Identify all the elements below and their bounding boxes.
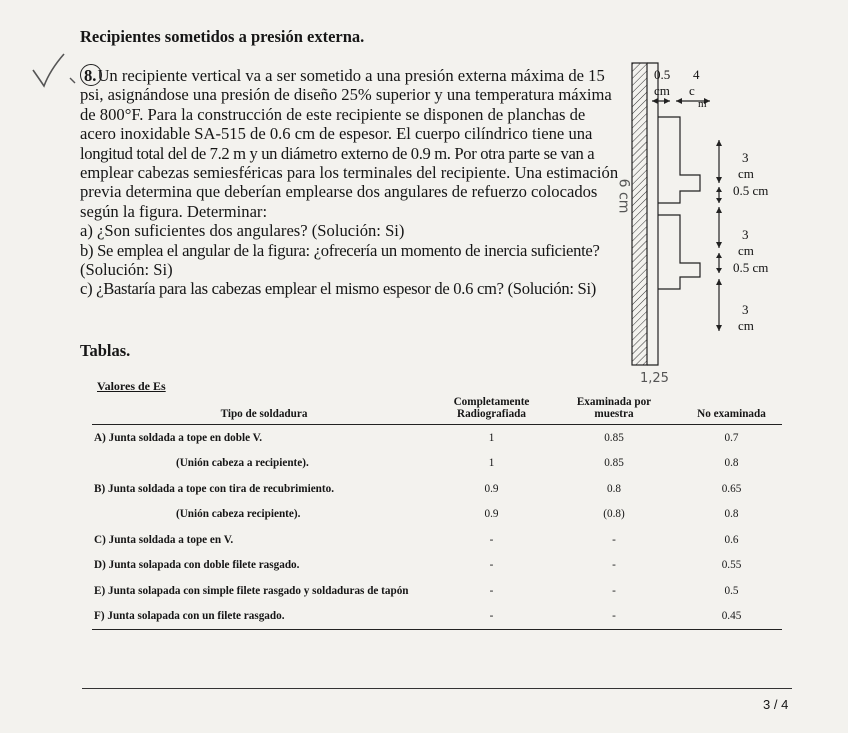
handwritten-side-note: 6 cm — [615, 178, 632, 214]
table-header-row — [92, 394, 782, 425]
weld-type: A) Junta soldada a tope en doble V. — [94, 431, 263, 444]
dimension-arrows-top — [640, 93, 720, 113]
value-spot: (0.8) — [603, 508, 625, 521]
dim-thickness-unit: cm — [654, 83, 670, 98]
weld-type: E) Junta solapada con simple filete rasgado y soldaduras de tapón — [94, 584, 409, 597]
value-radiographed: 0.9 — [484, 482, 499, 495]
section-title: Recipientes sometidos a presión externa. — [80, 27, 365, 46]
value-not-examined: 0.45 — [681, 604, 782, 630]
problem-line-5: longitud total del de 7.2 m y un diámetro externo de 0.9 m. Por otra parte se van a — [80, 143, 595, 163]
problem-number: 8. — [84, 66, 97, 85]
value-not-examined: 0.5 — [724, 584, 739, 597]
dim-thickness-value: 0.5 — [654, 67, 671, 82]
dim-flange-2: 0.5 cm — [733, 260, 769, 275]
problem-line-3: de 800°F. Para la construcción de este recipiente se disponen de planchas de — [80, 104, 586, 124]
value-not-examined: 0.55 — [721, 559, 742, 572]
value-spot: 0.8 — [607, 482, 621, 495]
table-row — [92, 527, 782, 553]
value-not-examined: 0.65 — [721, 482, 742, 495]
handwritten-bottom-note: 1,25 — [640, 371, 669, 386]
weld-type: B) Junta soldada a tope con tira de recubrimiento. — [94, 482, 335, 495]
problem-line-6: emplear cabezas semiesféricas para los terminales del recipiente. Una estimación — [80, 163, 619, 183]
value-not-examined: 0.6 — [724, 533, 739, 546]
table-row — [92, 502, 782, 528]
lower-angle — [658, 215, 700, 289]
problem-line-4: acero inoxidable SA-515 de 0.6 cm de espesor. El cuerpo cilíndrico tiene una — [80, 124, 593, 144]
table-row — [92, 451, 782, 477]
dim-gap-2-value: 3 — [742, 227, 749, 242]
value-radiographed: - — [489, 559, 494, 572]
value-spot: - — [612, 559, 616, 572]
weld-type: (Unión cabeza a recipiente). — [176, 457, 309, 470]
dim-gap-2-unit: cm — [738, 243, 754, 258]
problem-line-8: según la figura. Determinar: — [80, 201, 268, 221]
value-radiographed: - — [436, 604, 547, 630]
dim-flange-1: 0.5 cm — [733, 183, 769, 198]
header-not-examined: No examinada — [681, 394, 782, 425]
table-row — [92, 578, 782, 604]
value-not-examined: 0.8 — [724, 508, 739, 521]
dim-gap-1-value: 3 — [742, 150, 749, 165]
problem-statement — [80, 66, 625, 299]
value-spot: 0.85 — [604, 431, 624, 444]
question-c: c) ¿Bastaría para las cabezas emplear el mismo espesor de 0.6 cm? (Solución: Si) — [80, 279, 597, 299]
value-spot: - — [612, 533, 616, 546]
page-number: 3 / 4 — [763, 697, 789, 712]
weld-type: C) Junta soldada a tope en V. — [94, 533, 234, 546]
table-row — [92, 425, 782, 451]
question-b: b) Se emplea el angular de la figura: ¿ofrecería un momento de inercia suficiente? — [80, 240, 600, 260]
footer-rule — [82, 688, 792, 689]
value-radiographed: - — [489, 584, 494, 597]
value-spot: - — [547, 604, 681, 630]
question-b-solution: (Solución: Si) — [80, 260, 173, 280]
upper-angle — [658, 117, 700, 203]
value-not-examined: 0.8 — [724, 457, 739, 470]
value-spot: 0.85 — [604, 457, 624, 470]
es-values-table — [92, 394, 782, 630]
problem-line-2: psi, asignándose una presión de diseño 25% superior y una temperatura máxima — [80, 85, 612, 105]
problem-line-1: 8.Un recipiente vertical va a ser sometido a una presión externa máxima de 15 — [84, 66, 605, 85]
header-weld-type: Tipo de soldadura — [92, 394, 436, 425]
tables-heading: Tablas. — [80, 341, 131, 360]
dim-angle-width-value: 4 — [693, 67, 700, 82]
checkmark-icon — [30, 52, 80, 92]
dim-gap-3-unit: cm — [738, 318, 754, 333]
header-fully-radiographed: Completamente Radiografiada — [436, 394, 547, 425]
dim-gap-1-unit: cm — [738, 166, 754, 181]
dimension-arrows-right — [710, 135, 730, 335]
table-caption: Valores de Es — [97, 379, 166, 393]
problem-line-7: previa determina que deberían emplearse dos angulares de refuerzo colocados — [80, 182, 598, 202]
weld-type: D) Junta solapada con doble filete rasgado. — [94, 559, 300, 572]
question-a: a) ¿Son suficientes dos angulares? (Solución: Si) — [80, 221, 405, 241]
value-radiographed: - — [489, 533, 494, 546]
dim-angle-width-unit-2: m — [698, 98, 707, 110]
weld-type: F) Junta solapada con un filete rasgado. — [92, 604, 436, 630]
table-row — [92, 553, 782, 579]
value-spot: - — [612, 584, 616, 597]
table-row — [92, 604, 782, 630]
value-radiographed: 0.9 — [484, 508, 499, 521]
table-row — [92, 476, 782, 502]
dim-gap-3-value: 3 — [742, 302, 749, 317]
header-spot-examined: Examinada por muestra — [547, 394, 681, 425]
value-not-examined: 0.7 — [724, 431, 739, 444]
weld-type: (Unión cabeza recipiente). — [176, 508, 301, 521]
value-radiographed: 1 — [488, 457, 495, 470]
value-radiographed: 1 — [488, 431, 495, 444]
dim-angle-width-unit: c — [689, 83, 695, 98]
